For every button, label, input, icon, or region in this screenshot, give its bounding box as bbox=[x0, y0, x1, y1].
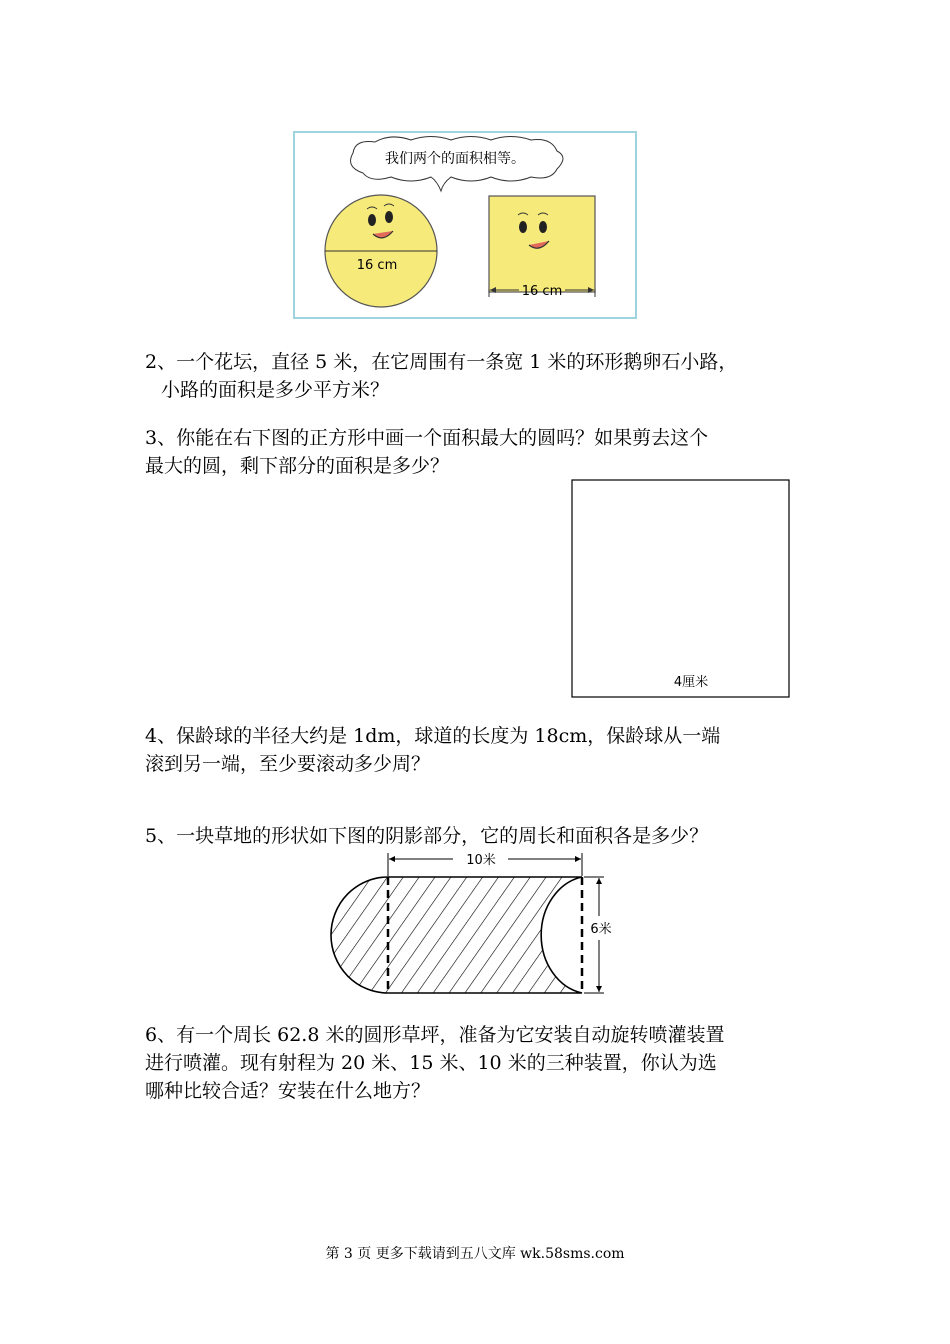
lawn-width-label: 10米 bbox=[466, 853, 496, 868]
figure-circle-square bbox=[293, 131, 637, 319]
question-2-line2: 小路的面积是多少平方米？ bbox=[161, 379, 390, 401]
circle-diameter-label: 16 cm bbox=[356, 258, 398, 273]
question-5 bbox=[145, 822, 815, 850]
left-eye bbox=[368, 214, 376, 226]
square-side-label: 16 cm bbox=[521, 284, 563, 299]
lawn-figure bbox=[328, 848, 620, 1000]
question-3-line2: 最大的圆，剩下部分的面积是多少？ bbox=[145, 455, 450, 477]
square-side-label: 4厘米 bbox=[673, 675, 709, 690]
square-figure bbox=[571, 479, 791, 699]
page-footer: 第 3 页 更多下载请到五八文库 wk.58sms.com bbox=[325, 1246, 625, 1262]
question-5-line1: 5、一块草地的形状如下图的阴影部分，它的周长和面积各是多少？ bbox=[145, 825, 709, 847]
lawn-height-label: 6米 bbox=[590, 922, 612, 937]
right-eye bbox=[539, 221, 547, 233]
question-6-line3: 哪种比较合适？安装在什么地方？ bbox=[145, 1080, 431, 1102]
question-2-line1: 2、一个花坛，直径 5 米，在它周围有一条宽 1 米的环形鹅卵石小路， bbox=[145, 351, 738, 373]
question-6-line2: 进行喷灌。现有射程为 20 米、15 米、10 米的三种装置，你认为选 bbox=[145, 1052, 717, 1074]
speech-text: 我们两个的面积相等。 bbox=[385, 151, 525, 167]
question-4-line2: 滚到另一端，至少要滚动多少周？ bbox=[145, 753, 431, 775]
question-4-line1: 4、保龄球的半径大约是 1dm，球道的长度为 18cm，保龄球从一端 bbox=[145, 725, 721, 747]
question-6 bbox=[145, 1021, 815, 1105]
question-6-line1: 6、有一个周长 62.8 米的圆形草坪，准备为它安装自动旋转喷灌装置 bbox=[145, 1024, 725, 1046]
left-eye bbox=[519, 221, 527, 233]
question-3 bbox=[145, 424, 815, 480]
square-face bbox=[489, 196, 595, 299]
right-eye bbox=[385, 211, 393, 223]
question-2 bbox=[145, 348, 815, 404]
question-3-line1: 3、你能在右下图的正方形中画一个面积最大的圆吗？如果剪去这个 bbox=[145, 427, 709, 449]
question-4 bbox=[145, 722, 815, 778]
circle-face bbox=[325, 195, 437, 307]
